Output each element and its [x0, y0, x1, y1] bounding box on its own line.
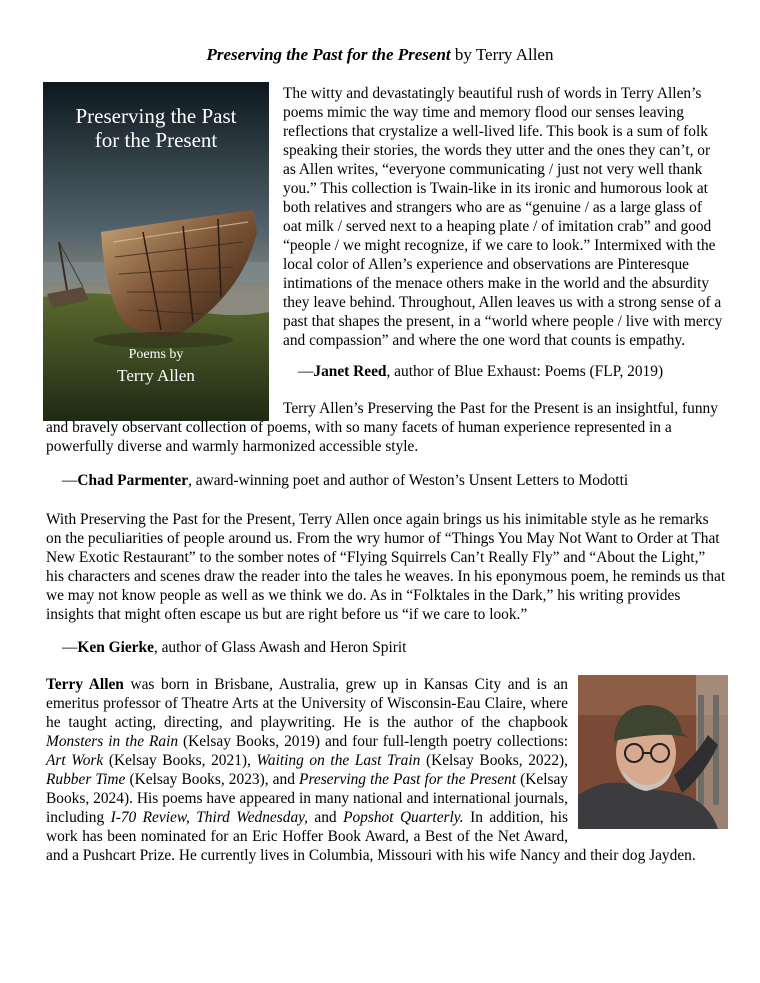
bio-journals: I-70 Review, Third Wednesday, — [110, 809, 308, 826]
bio-text-8: In addition, his work has been nominated for an Eric Hoffer Book Award, a Best of the Net Award, and a Pushcart Prize. He currently lives in Columbia, Missouri with his wife Nancy and their dog Jayden. — [46, 809, 696, 864]
bio-book-1: Monsters in the Rain — [46, 733, 179, 750]
bio-text-7: and — [307, 809, 344, 826]
reviewer-name: Janet Reed — [313, 363, 387, 380]
attribution-janet-reed — [298, 362, 663, 381]
bio-text-3: (Kelsay Books, 2021), — [103, 752, 257, 769]
bio-text-4: (Kelsay Books, 2022), — [420, 752, 568, 769]
cover-title-line2: for the Present — [94, 128, 218, 152]
bio-text-6: (Kelsay Books, 2024). His poems have appeared in many national and international journals, including — [46, 771, 569, 826]
bio-text-5: (Kelsay Books, 2023), and — [125, 771, 300, 788]
review-janet-reed: The witty and devastatingly beautiful rush of words in Terry Allen’s poems mimic the way time and memory flood our senses leaving reflections that crystalize a well-lived life. This book is a sum of folk speaking their stories, the words they utter and the ones they can’t, or as Allen writes, “everyone communicating / just not very well thank you.” This collection is Twain-like in its ironic and humorous look at both relatives and strangers who are as “genuine / as a large glass of oat milk / served next to a heaping plate / of imitation crab” and good “people / we might recognize, if we care to look.” Intermixed with the local color of Allen’s experience and observations are Pinteresque intimations of the menace others make in the world and the absurdity they leave behind. Throughout, Allen leaves us with a strong sense of a past that shapes the present, in a “world where people / live with mercy and compassion” and where the one word that counts is empathy. — [283, 85, 723, 349]
cover-poems-by: Poems by — [128, 347, 184, 362]
bio-book-4: Rubber Time — [46, 771, 126, 788]
attribution-dash: — — [298, 363, 314, 380]
reviewer-credit: , award-winning poet and author of Weston’s Unsent Letters to Modotti — [188, 472, 629, 489]
cover-title — [43, 104, 269, 152]
attribution-ken-gierke — [62, 638, 406, 657]
reviewer-name: Chad Parmenter — [77, 472, 189, 489]
bio-book-3: Waiting on the Last Train — [256, 752, 421, 769]
page-title — [0, 44, 760, 66]
reviewer-credit: , author of Blue Exhaust: Poems (FLP, 2019) — [386, 363, 664, 380]
bio-book-5: Preserving the Past for the Present — [299, 771, 517, 788]
book-cover — [43, 82, 269, 421]
author-bio — [46, 675, 728, 865]
bio-author-name: Terry Allen — [46, 676, 124, 693]
bio-journal-3: Popshot Quarterly. — [343, 809, 464, 826]
attribution-dash: — — [62, 639, 78, 656]
review-chad-parmenter: Terry Allen’s Preserving the Past for the Present is an insightful, funny and bravely observant collection of poems, with so many facets of human experience represented in a powerfully diverse and warmly harmonized accessible style. — [46, 400, 718, 455]
attribution-chad-parmenter — [62, 471, 628, 490]
bio-text-1: was born in Brisbane, Australia, grew up in Kansas City and is an emeritus professor of Theatre Arts at the University of Wisconsin-Eau Claire, where he taught acting, directing, and playwriting. He is the author of the chapbook — [46, 676, 568, 731]
book-title: Preserving the Past for the Present — [206, 45, 451, 64]
bio-text-2: (Kelsay Books, 2019) and four full-length poetry collections: — [178, 733, 568, 750]
title-byline: by Terry Allen — [450, 45, 554, 64]
reviewer-credit: , author of Glass Awash and Heron Spirit — [153, 639, 407, 656]
attribution-dash: — — [62, 472, 78, 489]
author-portrait-illustration — [578, 675, 728, 829]
reviewer-name: Ken Gierke — [77, 639, 154, 656]
author-photo — [578, 675, 728, 829]
bio-book-2: Art Work — [46, 752, 104, 769]
review-ken-gierke: With Preserving the Past for the Present, Terry Allen once again brings us his inimitable style as he remarks on the peculiarities of people around us. From the wry humor of “Things You May Not Want to Order at That New Exotic Restaurant” to the somber notes of “Flying Squirrels Can’t Really Fly” and “About the Light,” his characters and scenes draw the reader into the tales he weaves. In his eponymous poem, he reminds us that we may not know people as well as we think we do. As in “Folktales in the Dark,” his writing provides insights that might often escape us but are right before us “if we care to look.” — [46, 511, 726, 623]
cover-title-line1: Preserving the Past — [75, 104, 237, 128]
cover-author: Terry Allen — [117, 366, 195, 385]
